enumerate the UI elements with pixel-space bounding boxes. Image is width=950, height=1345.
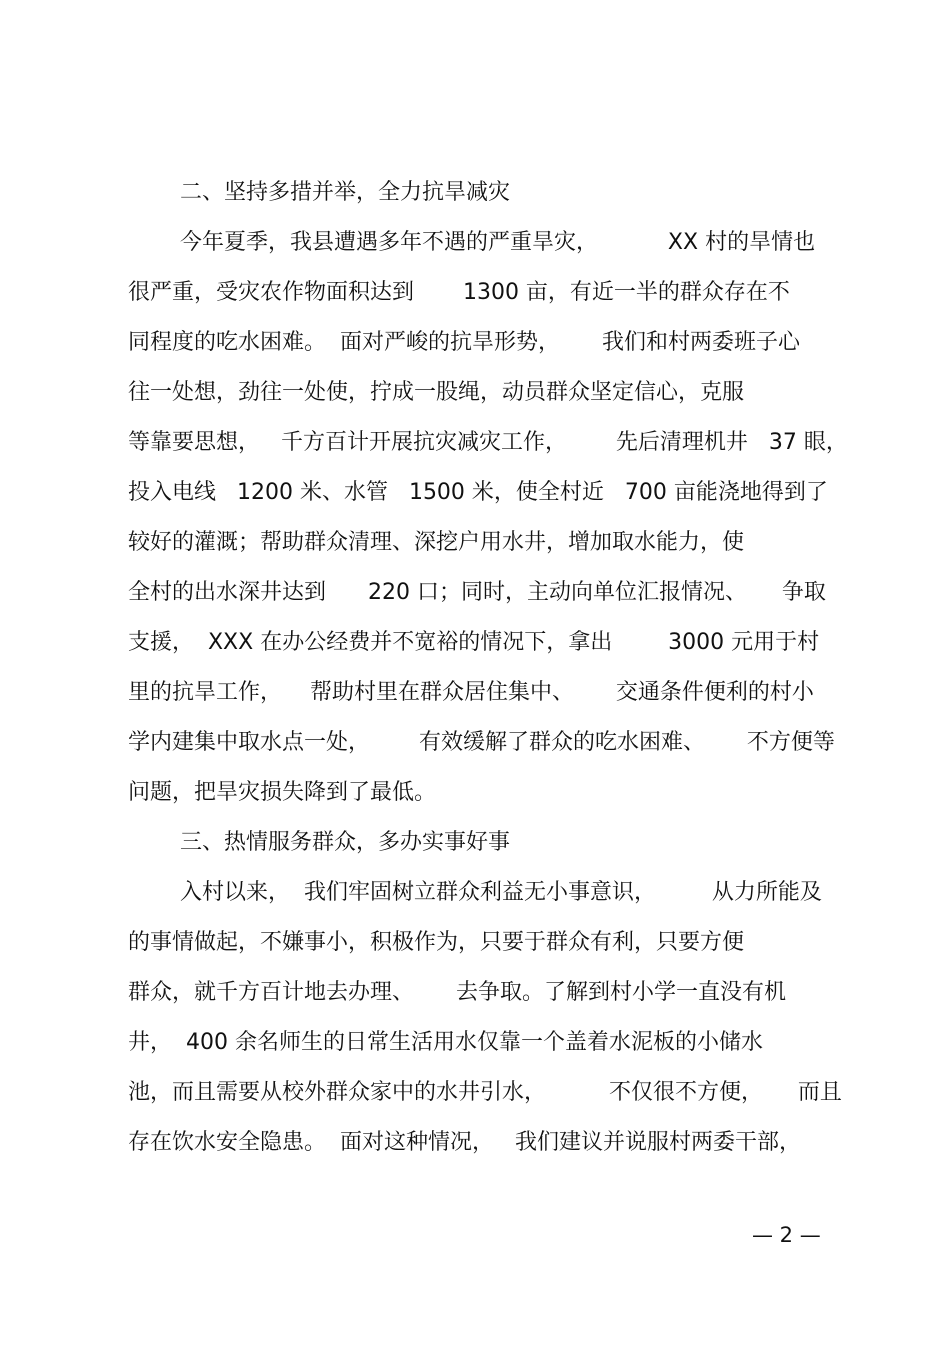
paragraph-line: 支援， XXX 在办公经费并不宽裕的情况下，拿出 3000 元用于村 — [128, 630, 820, 655]
paragraph-line: 较好的灌溉；帮助群众清理、深挖户用水井，增加取水能力，使 — [128, 530, 745, 555]
paragraph-line: 群众，就千方百计地去办理、 去争取。了解到村小学一直没有机 — [128, 980, 786, 1005]
paragraph-line: 问题，把旱灾损失降到了最低。 — [128, 780, 437, 805]
paragraph-line: 入村以来， 我们牢固树立群众利益无小事意识， 从力所能及 — [180, 880, 822, 905]
paragraph-line: 里的抗旱工作， 帮助村里在群众居住集中、 交通条件便利的村小 — [128, 680, 814, 705]
paragraph-line: 学内建集中取水点一处， 有效缓解了群众的吃水困难、 不方便等 — [128, 730, 835, 755]
paragraph-line: 投入电线 1200 米、水管 1500 米，使全村近 700 亩能浇地得到了 — [128, 480, 828, 505]
paragraph-line: 的事情做起，不嫌事小，积极作为，只要于群众有利，只要方便 — [128, 930, 745, 955]
paragraph-line: 全村的出水深井达到 220 口；同时，主动向单位汇报情况、 争取 — [128, 580, 826, 605]
paragraph-line: 今年夏季，我县遭遇多年不遇的严重旱灾， XX 村的旱情也 — [180, 230, 816, 255]
paragraph-line: 同程度的吃水困难。 面对严峻的抗旱形势， 我们和村两委班子心 — [128, 330, 800, 355]
page-number: — 2 — — [752, 1223, 821, 1247]
paragraph-line: 存在饮水安全隐患。 面对这种情况， 我们建议并说服村两委干部， — [128, 1130, 801, 1155]
paragraph-line: 井， 400 余名师生的日常生活用水仅靠一个盖着水泥板的小储水 — [128, 1030, 763, 1055]
paragraph-line: 池，而且需要从校外群众家中的水井引水， 不仅很不方便， 而且 — [128, 1080, 842, 1105]
section-heading-2: 二、坚持多措并举，全力抗旱减灾 — [180, 180, 511, 205]
section-heading-3: 三、热情服务群众，多办实事好事 — [180, 830, 511, 855]
paragraph-line: 往一处想，劲往一处使，拧成一股绳，动员群众坚定信心，克服 — [128, 380, 745, 405]
paragraph-line: 很严重，受灾农作物面积达到 1300 亩，有近一半的群众存在不 — [128, 280, 790, 305]
paragraph-line: 等靠要思想， 千方百计开展抗灾减灾工作， 先后清理机井 37 眼， — [128, 430, 848, 455]
